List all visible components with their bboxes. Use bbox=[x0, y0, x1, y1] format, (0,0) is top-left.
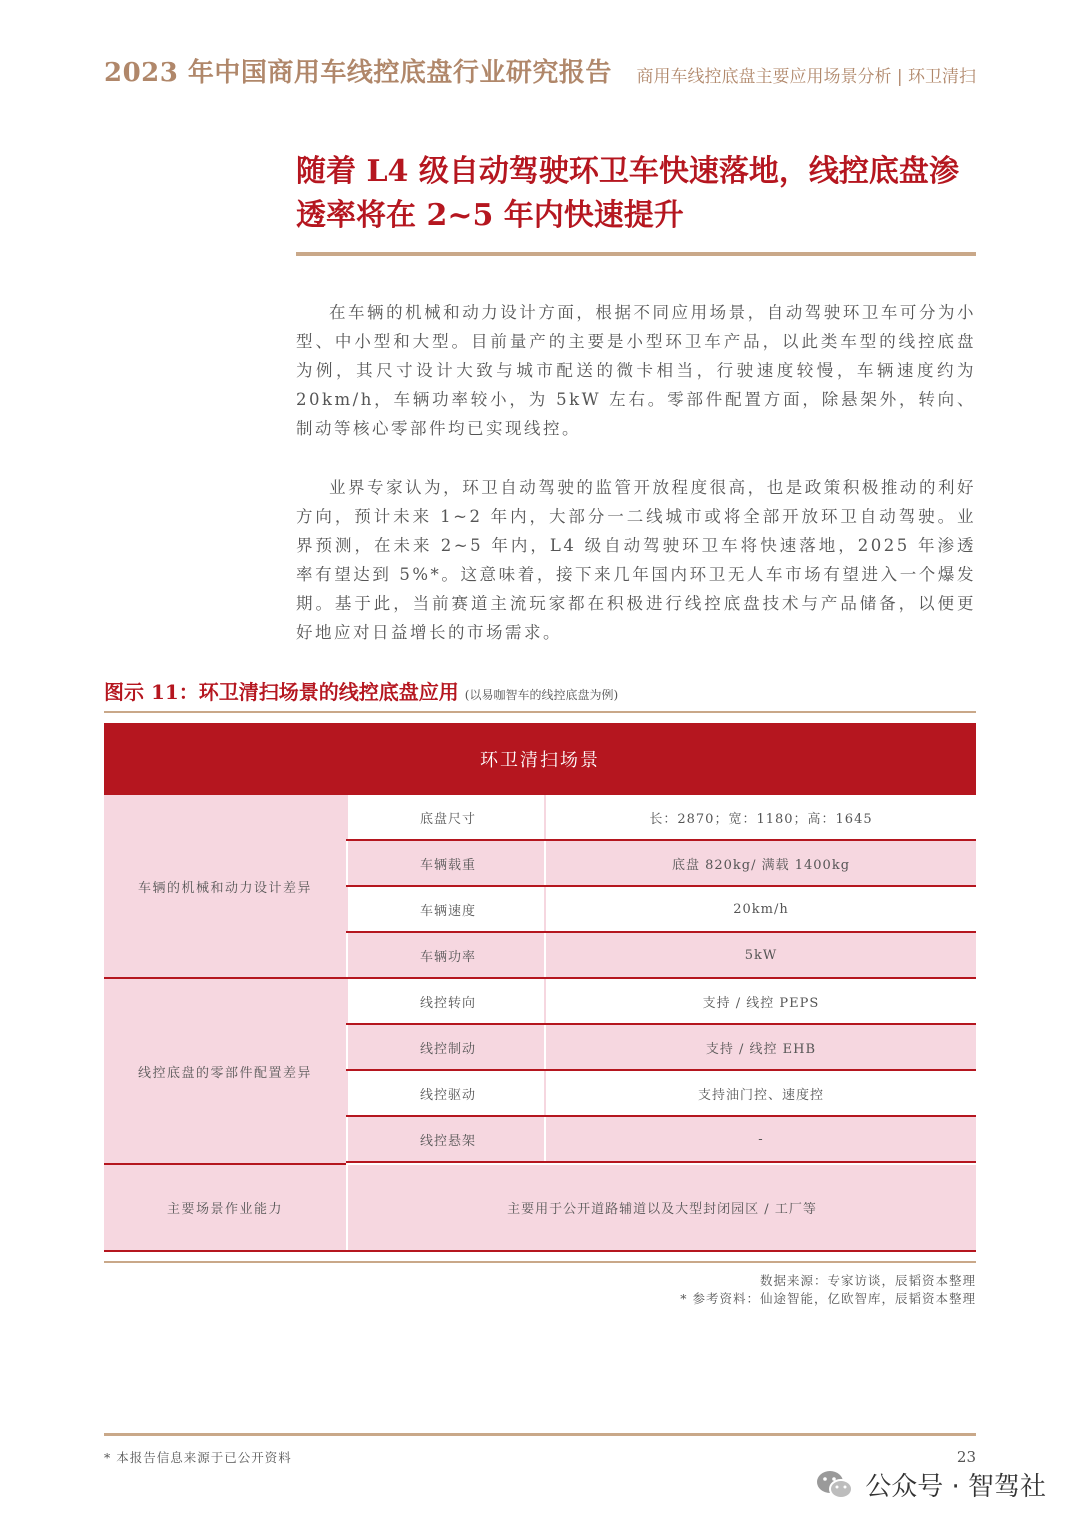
footer-rule bbox=[104, 1433, 976, 1436]
table-header: 环卫清扫场景 bbox=[104, 723, 976, 795]
row-label: 线控驱动 bbox=[346, 1071, 546, 1115]
table-row-capability bbox=[104, 1165, 976, 1250]
figure-bottom-rule bbox=[104, 1261, 976, 1263]
table-row bbox=[346, 1071, 976, 1117]
row-value: 5kW bbox=[744, 947, 778, 963]
paragraph-1: 在车辆的机械和动力设计方面，根据不同应用场景，自动驾驶环卫车可分为小型、中小型和大型。目前量产的主要是小型环卫车产品，以此类车型的线控底盘为例，其尺寸设计大致与城市配送的微卡相当，行驶速度较慢，车辆速度约为 20km/h，车辆功率较小，为 5kW 左右。零部件配置方面，除悬架外，转向、制动等核心零部件均已实现线控。 bbox=[296, 303, 976, 438]
section-title: 商用车线控底盘主要应用场景分析 | 环卫清扫 bbox=[636, 67, 976, 87]
table-row bbox=[346, 887, 976, 933]
wechat-watermark bbox=[815, 1466, 1046, 1503]
row-value: 支持 / 线控 PEPS bbox=[702, 995, 820, 1011]
table-row bbox=[346, 1117, 976, 1163]
row-value: 支持 / 线控 EHB bbox=[705, 1041, 817, 1057]
row-value: - bbox=[758, 1131, 764, 1147]
row-label: 主要场景作业能力 bbox=[104, 1165, 348, 1250]
row-label: 车辆功率 bbox=[346, 933, 546, 977]
row-label: 车辆速度 bbox=[346, 887, 546, 931]
report-title: 2023 年中国商用车线控底盘行业研究报告 bbox=[104, 58, 612, 88]
figure-subtitle: (以易咖智车的线控底盘为例) bbox=[464, 688, 619, 702]
source-line: 数据来源：专家访谈，辰韬资本整理 bbox=[759, 1273, 976, 1288]
heading-line-2: 透率将在 2~5 年内快速提升 bbox=[296, 198, 684, 233]
heading-rule bbox=[296, 252, 976, 256]
figure-source bbox=[680, 1272, 976, 1308]
table-row bbox=[346, 841, 976, 887]
row-label: 车辆载重 bbox=[346, 841, 546, 885]
table-row bbox=[346, 1025, 976, 1071]
row-label: 底盘尺寸 bbox=[346, 795, 546, 839]
page-number: 23 bbox=[956, 1448, 976, 1466]
table-row bbox=[346, 795, 976, 841]
row-value: 主要用于公开道路辅道以及大型封闭园区 / 工厂等 bbox=[507, 1202, 817, 1217]
figure-title bbox=[104, 676, 618, 705]
group-components: 线控底盘的零部件配置差异 bbox=[104, 979, 346, 1165]
heading-line-1: 随着 L4 级自动驾驶环卫车快速落地，线控底盘渗 bbox=[296, 154, 959, 189]
row-value: 支持油门控、速度控 bbox=[697, 1087, 824, 1103]
paragraph-2: 业界专家认为，环卫自动驾驶的监管开放程度很高，也是政策积极推动的利好方向，预计未来 1~2 年内，大部分一二线城市或将全部开放环卫自动驾驶。业界预测，在未来 2~5 年内，L4 级自动驾驶环卫车将快速落地，2025 年渗透率有望达到 5%*。这意味着，接下来几年国内环卫无人车市场有望进入一个爆发期。基于此，当前赛道主流玩家都在积极进行线控底盘技术与产品储备，以便更好地应对日益增长的市场需求。 bbox=[296, 478, 976, 642]
row-value: 20km/h bbox=[733, 901, 789, 917]
row-label: 线控制动 bbox=[346, 1025, 546, 1069]
reference-line: * 参考资料：仙途智能，亿欧智库，辰韬资本整理 bbox=[680, 1291, 976, 1306]
figure-rule bbox=[104, 711, 976, 713]
figure-title-text: 图示 11：环卫清扫场景的线控底盘应用 bbox=[104, 680, 459, 704]
group-mechanical: 车辆的机械和动力设计差异 bbox=[104, 795, 346, 979]
row-value: 底盘 820kg/ 满载 1400kg bbox=[671, 857, 851, 873]
table-row bbox=[346, 979, 976, 1025]
page-heading bbox=[296, 150, 986, 238]
row-value: 长：2870；宽：1180；高：1645 bbox=[649, 811, 873, 827]
wechat-icon bbox=[815, 1468, 855, 1502]
footnote: * 本报告信息来源于已公开资料 bbox=[104, 1450, 292, 1465]
row-label: 线控转向 bbox=[346, 979, 546, 1023]
row-label: 线控悬架 bbox=[346, 1117, 546, 1161]
table-row bbox=[346, 933, 976, 979]
spec-table bbox=[104, 723, 976, 1252]
wechat-account: 公众号 · 智驾社 bbox=[865, 1472, 1046, 1502]
